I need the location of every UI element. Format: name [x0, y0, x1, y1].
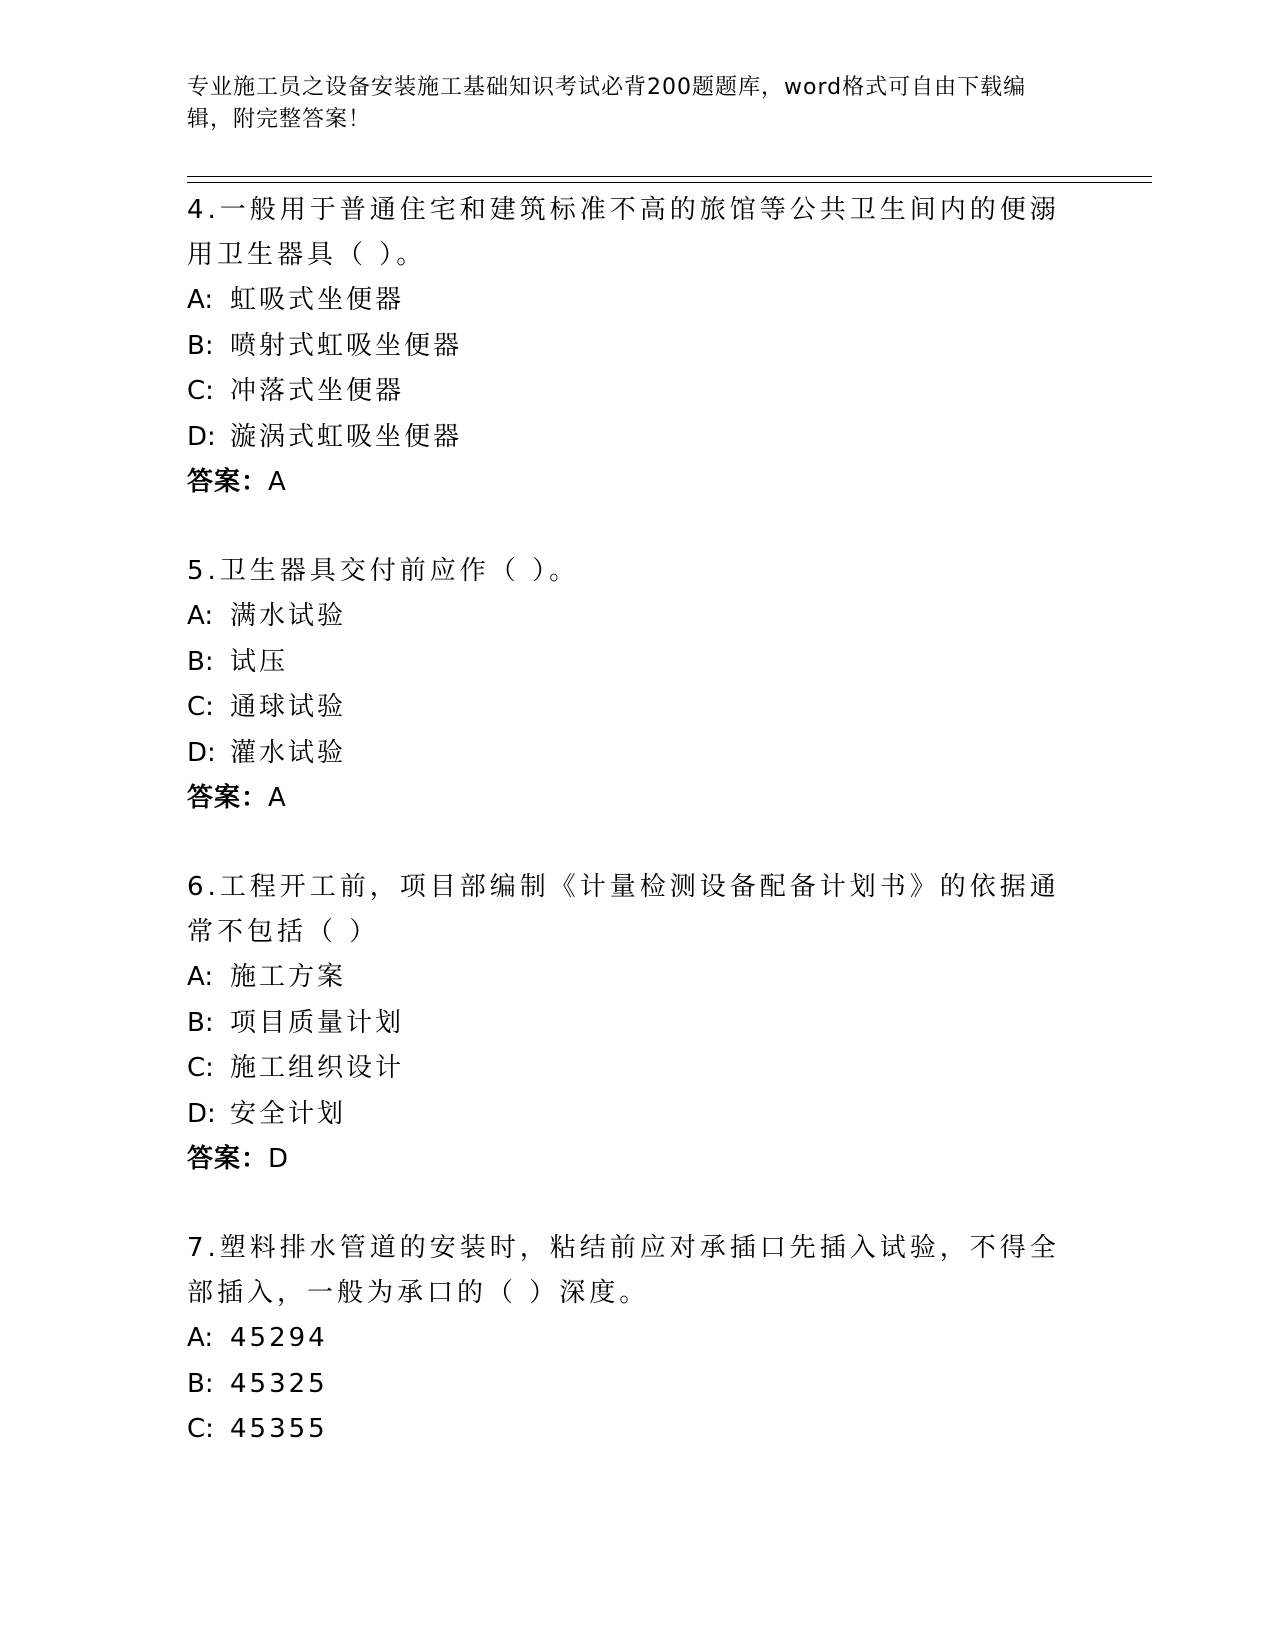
option-c [187, 369, 1087, 415]
option-text: 45325 [230, 1368, 328, 1399]
option-key: D: [187, 737, 216, 768]
option-text: 施工方案 [230, 961, 347, 992]
option-text: 漩涡式虹吸坐便器 [230, 421, 463, 452]
option-text: 虹吸式坐便器 [230, 285, 405, 315]
question-7 [187, 1226, 1087, 1453]
option-key: A: [187, 1322, 214, 1353]
option-c [187, 1407, 1087, 1453]
answer-label: 答案： [187, 1144, 269, 1175]
document-header: 专业施工员之设备安装施工基础知识考试必背200题题库，word格式可自由下载编辑，附完整答案！ [187, 75, 1027, 132]
option-text: 灌水试验 [230, 737, 347, 768]
option-text: 试压 [230, 646, 289, 677]
option-c [187, 685, 1087, 731]
answer-line [187, 1137, 1087, 1183]
answer-label: 答案： [187, 467, 269, 498]
answer-value: A [268, 467, 286, 498]
answer-value: D [268, 1144, 289, 1175]
question-6 [187, 865, 1087, 1183]
option-c [187, 1046, 1087, 1092]
option-a [187, 955, 1087, 1001]
option-a [187, 594, 1087, 640]
option-text: 45355 [230, 1414, 328, 1445]
answer-value: A [268, 783, 286, 814]
question-stem: 7.塑料排水管道的安装时，粘结前应对承插口先插入试验，不得全部插入，一般为承口的（ ）深度。 [187, 1232, 1060, 1308]
option-d [187, 415, 1087, 461]
option-b [187, 640, 1087, 686]
option-text: 项目质量计划 [230, 1007, 405, 1038]
question-stem: 4.一般用于普通住宅和建筑标准不高的旅馆等公共卫生间内的便溺用卫生器具（ ）。 [187, 195, 1060, 270]
option-d [187, 1092, 1087, 1138]
option-key: B: [187, 1368, 214, 1399]
question-4 [187, 188, 1087, 506]
option-key: A: [187, 961, 214, 992]
option-key: C: [187, 692, 214, 723]
option-key: B: [187, 1007, 214, 1038]
header-divider-bottom [187, 182, 1152, 183]
answer-label: 答案： [187, 783, 269, 814]
option-a [187, 278, 1087, 324]
question-stem: 6.工程开工前，项目部编制《计量检测设备配备计划书》的依据通常不包括（ ） [187, 871, 1060, 947]
answer-line [187, 460, 1087, 506]
question-5 [187, 549, 1087, 822]
question-list [187, 188, 1087, 1496]
option-text: 满水试验 [230, 600, 347, 631]
option-key: C: [187, 1053, 214, 1084]
option-text: 喷射式虹吸坐便器 [230, 330, 463, 361]
option-a [187, 1316, 1087, 1362]
option-key: B: [187, 646, 214, 677]
option-b [187, 324, 1087, 370]
option-key: D: [187, 1098, 216, 1129]
header-divider-top [187, 176, 1152, 177]
option-d [187, 731, 1087, 777]
option-text: 45294 [230, 1322, 328, 1353]
option-key: A: [187, 600, 214, 631]
option-key: D: [187, 421, 216, 452]
option-text: 冲落式坐便器 [230, 376, 405, 407]
option-text: 安全计划 [230, 1098, 347, 1129]
option-key: C: [187, 376, 214, 407]
option-text: 施工组织设计 [230, 1053, 405, 1084]
option-b [187, 1362, 1087, 1408]
answer-line [187, 776, 1087, 822]
option-key: B: [187, 330, 214, 361]
option-key: C: [187, 1414, 214, 1445]
option-text: 通球试验 [230, 692, 347, 723]
question-stem: 5.卫生器具交付前应作（ ）。 [187, 555, 580, 586]
option-key: A: [187, 285, 214, 315]
option-b [187, 1001, 1087, 1047]
